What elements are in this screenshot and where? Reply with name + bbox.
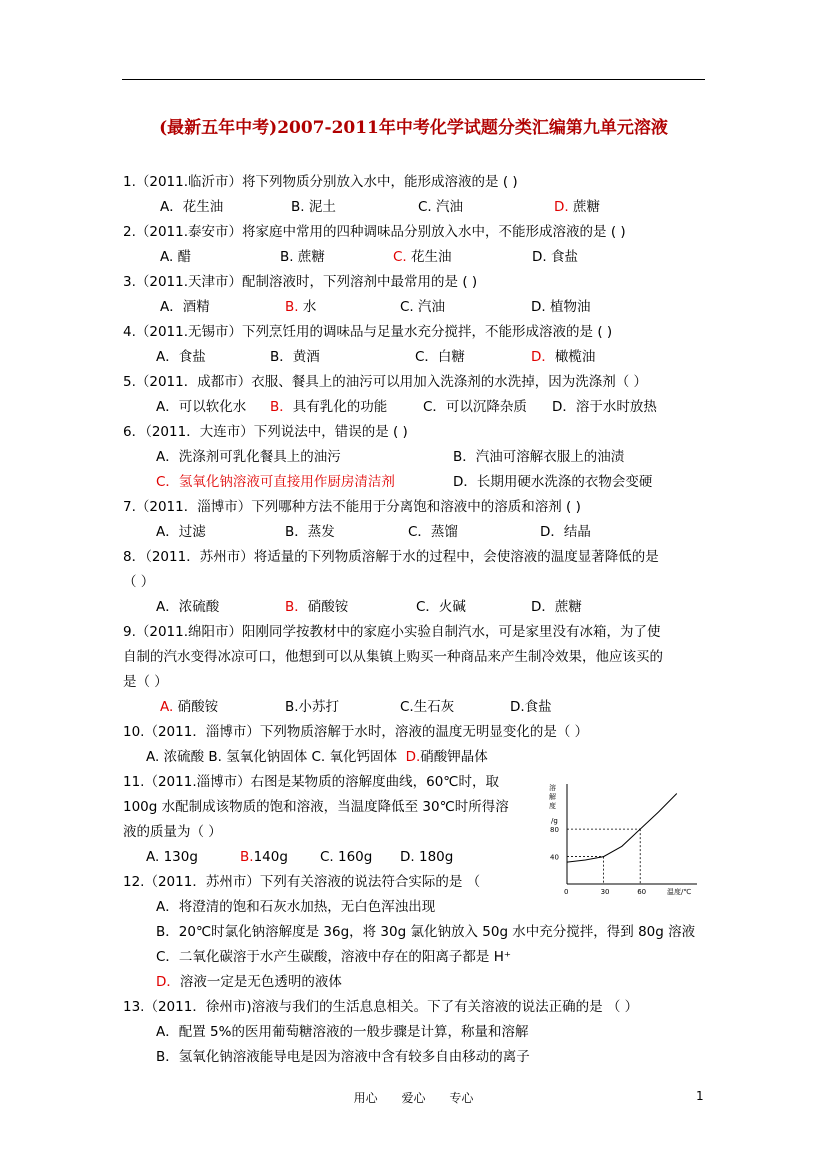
q9-option-b: B.小苏打 — [285, 699, 340, 715]
q13-stem: 13.（2011．徐州市)溶液与我们的生活息息相关。下了有关溶液的说法正确的是 （ ） — [123, 999, 639, 1015]
q2-option-b: B. 蔗糖 — [280, 249, 325, 265]
q12-option-d-text: 溶液一定是无色透明的液体 — [179, 974, 342, 990]
q9-option-a-text: 硝酸铵 — [173, 699, 219, 715]
x-tick-label-2: 60 — [637, 888, 647, 896]
q8-stem: 8．（2011．苏州市）将适量的下列物质溶解于水的过程中，会使溶液的温度显著降低的是 — [123, 549, 659, 565]
q10-option-d-text: 硝酸钾晶体 — [420, 749, 488, 765]
q9-stem-end: 是（ ） — [123, 674, 168, 690]
q6-option-d: D．长期用硬水洗涤的衣物会变硬 — [453, 474, 653, 490]
y-axis-label-3: 度 — [549, 802, 556, 810]
q11-option-b-text: 140g — [253, 849, 288, 865]
q11-option-d: D. 180g — [400, 849, 454, 865]
q11-option-a: A. 130g — [146, 849, 198, 865]
page-title: (最新五年中考)2007-2011年中考化学试题分类汇编第九单元溶液 — [159, 118, 668, 138]
q12-stem: 12.（2011．苏州市）下列有关溶液的说法符合实际的是 （ — [123, 874, 481, 890]
q6-option-a: A．洗涤剂可乳化餐具上的油污 — [156, 449, 341, 465]
q9-stem: 9.（2011.绵阳市）阳刚同学按教材中的家庭小实验自制汽水，可是家里没有冰箱，为了使 — [123, 624, 661, 640]
q8-option-d: D．蔗糖 — [531, 599, 582, 615]
q7-stem: 7.（2011．淄博市）下列哪种方法不能用于分离饱和溶液中的溶质和溶剂 ( ) — [123, 499, 581, 515]
q9-option-a — [160, 697, 218, 717]
q12-option-c: C．二氧化碳溶于水产生碳酸，溶液中存在的阳离子都是 H⁺ — [156, 949, 511, 965]
q11-option-c: C. 160g — [320, 849, 373, 865]
q1-option-b: B. 泥土 — [291, 199, 336, 215]
q8-option-a: A．浓硫酸 — [156, 599, 220, 615]
x-axis-label: 温度/℃ — [667, 888, 692, 896]
q13-option-b: B．氢氧化钠溶液能导电是因为溶液中含有较多自由移动的离子 — [156, 1049, 530, 1065]
q11-stem-end: 液的质量为（ ） — [123, 824, 222, 840]
y-tick-label-0: 40 — [550, 853, 559, 862]
q9-option-c: C.生石灰 — [400, 699, 455, 715]
x-tick-label-0: 0 — [564, 888, 569, 896]
q4-option-b: B．黄酒 — [270, 349, 320, 365]
q10-answer-letter: D. — [405, 749, 421, 765]
q1-option-a: A．花生油 — [160, 199, 224, 215]
q11-option-b — [240, 847, 288, 867]
q2-option-c-text: 花生油 — [406, 249, 452, 265]
q10-options — [146, 747, 488, 767]
q8-stem-cont: （ ） — [123, 574, 155, 590]
solubility-curve — [567, 794, 677, 863]
q5-answer-letter: B． — [270, 399, 293, 415]
q6-option-b: B．汽油可溶解衣服上的油渍 — [453, 449, 625, 465]
q5-stem: 5.（2011．成都市）衣服、餐具上的油污可以用加入洗涤剂的水洗掉，因为洗涤剂（ ） — [123, 374, 648, 390]
q11-stem: 11.（2011.淄博市）右图是某物质的溶解度曲线，60℃时，取 — [123, 774, 499, 790]
q3-answer-letter: B. — [285, 299, 299, 315]
q3-option-b-text: 水 — [298, 299, 317, 315]
footer-word-2: 爱心 — [401, 1091, 426, 1105]
q3-option-a: A．酒精 — [160, 299, 210, 315]
page-number: 1 — [696, 1089, 704, 1103]
q1-option-c: C. 汽油 — [418, 199, 464, 215]
q8-option-b — [285, 597, 348, 617]
q5-option-a: A．可以软化水 — [156, 399, 247, 415]
q1-option-d — [554, 197, 600, 217]
q9-answer-letter: A. — [160, 699, 174, 715]
q10-stem: 10.（2011．淄博市）下列物质溶解于水时，溶液的温度无明显变化的是（ ） — [123, 724, 589, 740]
header-rule — [122, 79, 705, 80]
q11-answer-letter: B. — [240, 849, 254, 865]
q2-stem: 2.（2011.泰安市）将家庭中常用的四种调味品分别放入水中，不能形成溶液的是 ( ) — [123, 224, 626, 240]
footer-word-1: 用心 — [353, 1091, 378, 1105]
q7-option-b: B．蒸发 — [285, 524, 335, 540]
q7-option-c: C．蒸馏 — [408, 524, 458, 540]
q4-answer-letter: D． — [531, 349, 555, 365]
q1-answer-letter: D. — [554, 199, 569, 215]
q2-answer-letter: C. — [393, 249, 407, 265]
solubility-chart — [545, 778, 705, 898]
q4-option-a: A．食盐 — [156, 349, 206, 365]
q5-option-c: C．可以沉降杂质 — [423, 399, 527, 415]
y-tick-label-1: 80 — [550, 826, 559, 835]
q6-option-c-answer: C．氢氧化钠溶液可直接用作厨房清洁剂 — [156, 474, 395, 490]
q2-option-c — [393, 247, 452, 267]
q5-option-d: D．溶于水时放热 — [552, 399, 657, 415]
q3-option-b — [285, 297, 316, 317]
q2-option-a: A. 醋 — [160, 249, 192, 265]
q8-answer-letter: B． — [285, 599, 308, 615]
q6-stem: 6．（2011．大连市）下列说法中，错误的是 ( ) — [123, 424, 408, 440]
footer-word-3: 专心 — [449, 1091, 474, 1105]
y-axis-label-1: 溶 — [549, 784, 556, 792]
q12-option-d — [156, 972, 342, 992]
q3-option-d: D. 植物油 — [531, 299, 591, 315]
q11-stem-cont: 100g 水配制成该物质的饱和溶液，当温度降低至 30℃时所得溶 — [123, 799, 509, 815]
q12-answer-letter: D． — [156, 974, 180, 990]
q13-option-a: A．配置 5%的医用葡萄糖溶液的一般步骤是计算，称量和溶解 — [156, 1024, 529, 1040]
q7-option-a: A．过滤 — [156, 524, 206, 540]
q9-stem-cont: 自制的汽水变得冰凉可口，他想到可以从集镇上购买一种商品来产生制冷效果，他应该买的 — [123, 649, 663, 665]
q9-option-d: D.食盐 — [510, 699, 552, 715]
q10-options-abc: A. 浓硫酸 B. 氢氧化钠固体 C. 氧化钙固体 — [146, 749, 398, 765]
q5-option-b — [270, 397, 387, 417]
q3-option-c: C. 汽油 — [400, 299, 446, 315]
q3-stem: 3.（2011.天津市）配制溶液时，下列溶剂中最常用的是 ( ) — [123, 274, 478, 290]
q4-stem: 4.（2011.无锡市）下列烹饪用的调味品与足量水充分搅拌，不能形成溶液的是 ( ) — [123, 324, 613, 340]
q5-option-b-text: 具有乳化的功能 — [292, 399, 388, 415]
q4-option-c: C．白糖 — [415, 349, 465, 365]
q7-option-d: D．结晶 — [540, 524, 591, 540]
q2-option-d: D. 食盐 — [532, 249, 578, 265]
y-axis-unit: /g — [551, 817, 558, 825]
q8-option-b-text: 硝酸铵 — [307, 599, 349, 615]
q1-stem: 1.（2011.临沂市）将下列物质分别放入水中，能形成溶液的是 ( ) — [123, 174, 518, 190]
q12-option-b: B．20℃时氯化钠溶解度是 36g，将 30g 氯化钠放入 50g 水中充分搅拌，得到 80g 溶液 — [156, 924, 696, 940]
q8-option-c: C．火碱 — [416, 599, 466, 615]
q12-option-a: A．将澄清的饱和石灰水加热，无白色浑浊出现 — [156, 899, 436, 915]
x-tick-label-1: 30 — [600, 888, 610, 896]
y-axis-label-2: 解 — [549, 793, 556, 801]
q4-option-d-text: 橄榄油 — [554, 349, 596, 365]
q4-option-d — [531, 347, 595, 367]
q1-option-d-text: 蔗糖 — [568, 199, 600, 215]
